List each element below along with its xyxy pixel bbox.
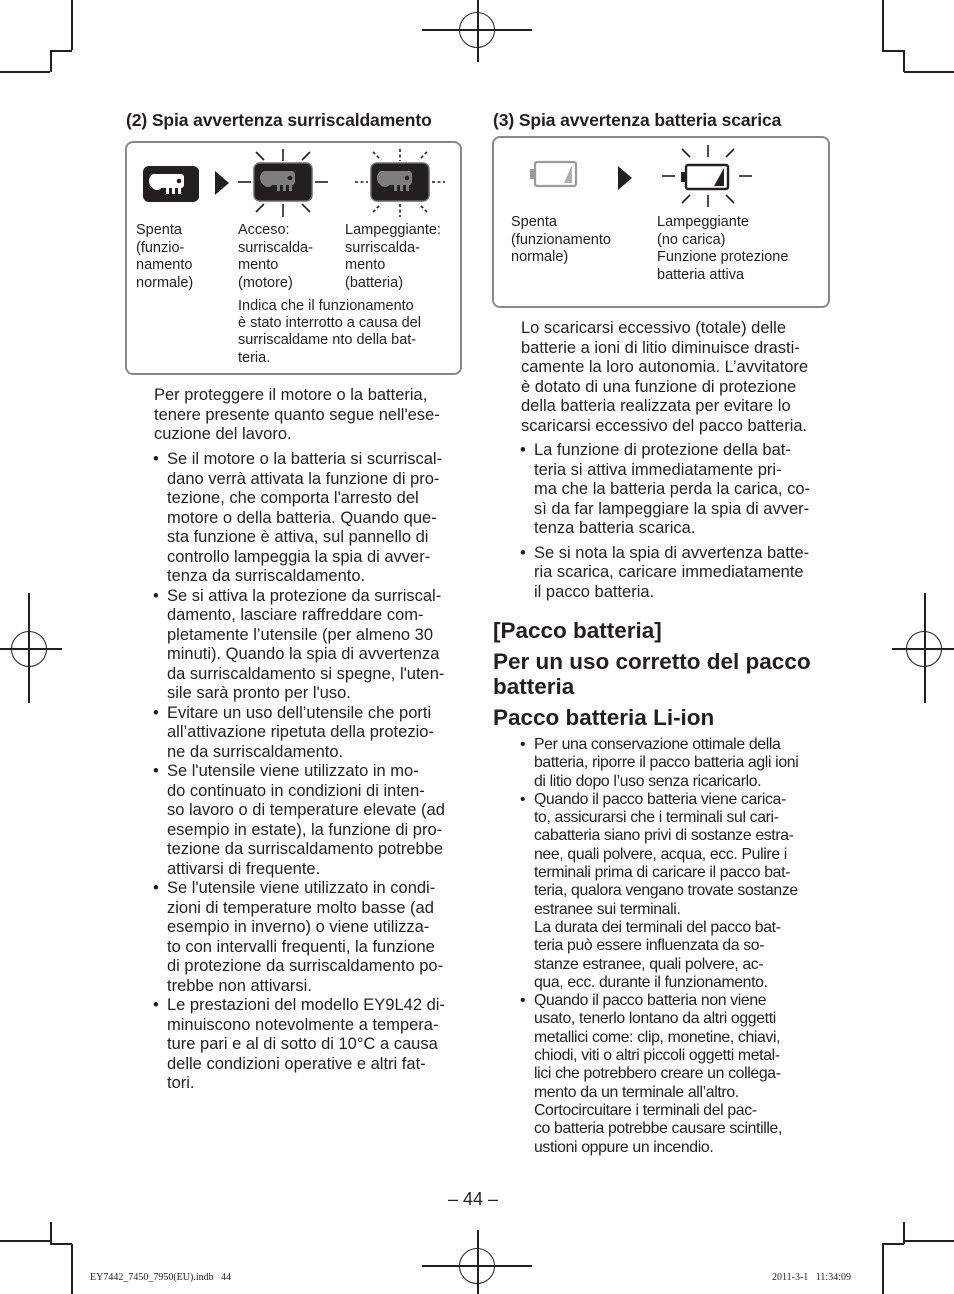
list-item: • Se l'utensile viene utilizzato in mo- do continuato in condizioni di inten- so lavoro o di temperature elevate (ad esempio in estate), la funzione di pro- tezione da surriscaldamento potrebbe attivarsi di frequente. (153, 762, 468, 879)
footer-file: EY7442_7450_7950(EU).indb 44 (90, 1272, 232, 1283)
list-item: • Le prestazioni del modello EY9L42 di- minuiscono notevolmente a tempera- ture pari e al di sotto di 10°C a causa delle condizioni operative e altri fat- tori. (153, 996, 468, 1094)
caption-blinking-no-charge: Lampeggiante (no carica) Funzione protezione batteria attiva (657, 214, 789, 283)
section3-bullets (520, 441, 835, 602)
list-item: • Evitare un uso dell’utensile che porti all’attivazione ripetuta della protezio- ne da surriscaldamento. (153, 704, 468, 763)
page-number: – 44 – (448, 1189, 499, 1209)
thermometer-on-icon (238, 148, 328, 223)
section2-bullets (153, 450, 468, 1094)
list-item: • Se l'utensile viene utilizzato in condi- zioni di temperature molto basse (ad esempio in inverno) o viene utilizza- to con intervalli frequenti, la funzione di protezione da surriscaldamento po- trebbe non attivarsi. (153, 879, 468, 996)
list-item: • La funzione di protezione della bat- teria si attiva immediatamente pri- ma che la batteria perda la carica, co- sì da far lampeggiare la spia di avver- tenza batteria scarica. (520, 441, 835, 539)
li-ion-heading: Pacco batteria Li-ion (493, 705, 715, 730)
overheat-indicator-panel (125, 141, 462, 375)
overheat-note: Indica che il funzionamento è stato interrotto a causa del surriscaldame nto della bat- teria. (238, 298, 421, 366)
caption-on-motor: Acceso: surriscalda- mento (motore) (238, 222, 313, 291)
thermometer-off-icon (142, 165, 200, 208)
list-item: • Se si nota la spia di avvertenza batte- ria scarica, caricare immediatamente il pacco batteria. (520, 544, 835, 603)
arrow-right-icon (215, 171, 229, 195)
pack-bullets (520, 736, 840, 1157)
list-item: • Per una conservazione ottimale della batteria, riporre il pacco batteria agli ioni di litio dopo l’uso senza ricaricarlo. (520, 736, 840, 791)
caption-off: Spenta (funzio- namento normale) (136, 222, 194, 291)
pack-usage-heading: Per un uso corretto del pacco batteria (493, 649, 811, 699)
section2-intro: Per proteggere il motore o la batteria, tenere presente quanto segue nell'ese- cuzione del lavoro. (154, 386, 440, 443)
footer-datetime: 2011-3-1 11:34:09 (772, 1272, 851, 1283)
low-battery-indicator-panel (492, 136, 830, 308)
caption-blinking-battery: Lampeggiante: surriscalda- mento (batteria) (345, 222, 441, 291)
section3-intro: Lo scaricarsi eccessivo (totale) delle batterie a ioni di litio diminuisce drasti- camente la loro autonomia. L’avvitatore è dotato di una funzione di protezione della batteria realizzata per evitare lo scaricarsi eccessivo del pacco batteria. (521, 319, 809, 435)
caption-off-normal: Spenta (funzionamento normale) (511, 214, 611, 265)
list-item: • Se si attiva la protezione da surriscal- damento, lasciare raffreddare com- pletamente l’utensile (per almeno 30 minuti). Quando la spia di avvertenza da surriscaldamento si spegne, l'uten- sile sarà pronto per l'uso. (153, 587, 468, 704)
battery-blinking-icon (662, 143, 752, 214)
battery-off-icon (530, 160, 578, 193)
list-item: • Quando il pacco batteria non viene usato, tenerlo lontano da altri oggetti metallici come: clip, monetine, chiavi, chiodi, viti o altri piccoli oggetti metal- lici che potrebbero creare un collega- mento da un terminale all’altro. Cortocircuitare i terminali del pac- co batteria potrebbe causare scintille, ustioni oppure un incendio. (520, 992, 840, 1157)
pack-heading: [Pacco batteria] (493, 618, 662, 643)
section2-title: (2) Spia avvertenza surriscaldamento (126, 110, 432, 130)
thermometer-blinking-icon (355, 148, 445, 223)
list-item: • Se il motore o la batteria si scurriscal- dano verrà attivata la funzione di pro- tezione, che comporta l'arresto del motore o della batteria. Quando que- sta funzione è attiva, sul pannello di controllo lampeggia la spia di avver- tenza da surriscaldamento. (153, 450, 468, 587)
arrow-right-icon (618, 166, 632, 190)
section3-title: (3) Spia avvertenza batteria scarica (493, 110, 782, 130)
list-item: • Quando il pacco batteria viene carica- to, assicurarsi che i terminali sul cari- cabatteria siano privi di sostanze estra- nee, quali polvere, acqua, ecc. Pulire i terminali prima di caricare il pacco bat- teria, qualora vengano trovate sostanze estranee sui terminali. La durata dei terminali del pacco bat- teria può essere influenzata da so- stanze estranee, quali polvere, ac- qua, ecc. durante il funzionamento. (520, 791, 840, 992)
